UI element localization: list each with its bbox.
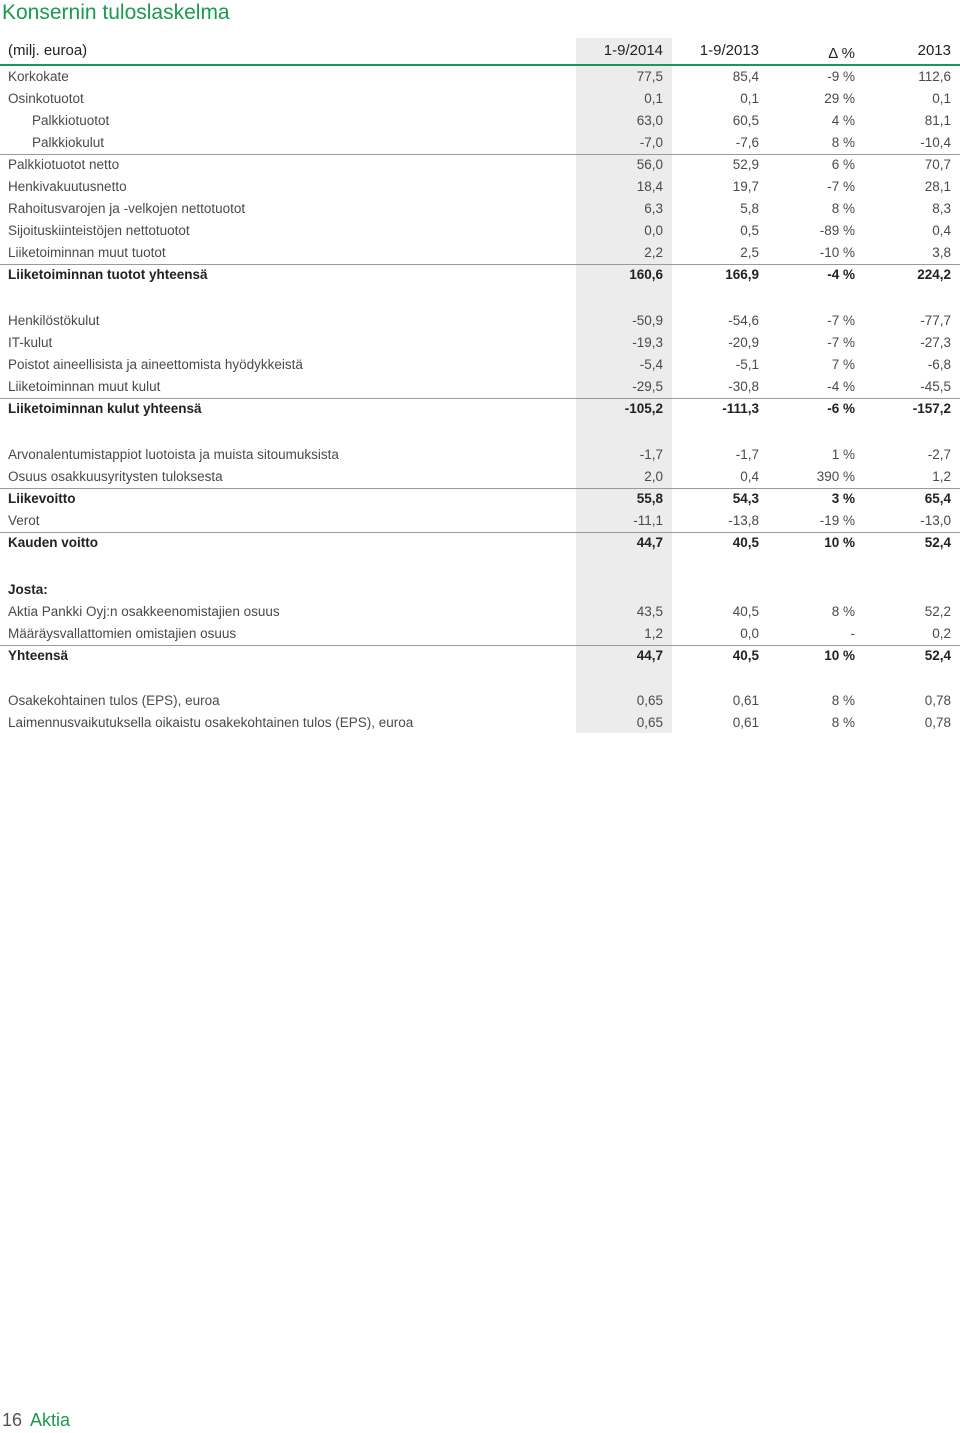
brand-name: Aktia [30,1410,71,1430]
cell-change: 8 % [831,693,855,708]
row-label: Kauden voitto [8,535,98,550]
cell-2013: -27,3 [920,335,951,350]
row-label: Osakekohtainen tulos (EPS), euroa [8,693,220,708]
cell-2014-q3: -19,3 [632,335,663,350]
row-label: Sijoituskiinteistöjen nettotuotot [8,223,190,238]
cell-change: -10 % [819,245,855,260]
cell-2014-q3: -50,9 [632,313,663,328]
row-label: Liiketoiminnan muut tuotot [8,245,166,260]
cell-2013-q3: -1,7 [735,447,759,462]
cell-2014-q3: -105,2 [624,401,663,416]
cell-2014-q3: 44,7 [636,648,663,663]
cell-2014-q3: -11,1 [633,513,663,528]
cell-2013: -157,2 [912,401,951,416]
cell-2014-q3: -5,4 [639,357,663,372]
row-label: Henkilöstökulut [8,313,100,328]
row-label: Osinkotuotot [8,91,84,106]
page-footer [2,1407,70,1433]
cell-2013-q3: 0,4 [740,469,759,484]
table-row-total [0,264,960,286]
section-heading [0,579,960,601]
row-label: Korkokate [8,69,69,84]
cell-2014-q3: 77,5 [636,69,663,84]
cell-2013: 52,4 [924,535,951,550]
cell-2014-q3: 55,8 [636,491,663,506]
cell-2013-q3: -30,8 [728,379,759,394]
row-label: Arvonalentumistappiot luotoista ja muista sitoumuksista [8,447,339,462]
cell-2013: 0,4 [932,223,951,238]
cell-change: 7 % [831,357,855,372]
cell-2013: 0,1 [932,91,951,106]
table-row [0,510,960,532]
cell-change: -4 % [827,379,855,394]
cell-change: 390 % [816,469,855,484]
cell-2013-q3: 0,5 [740,223,759,238]
row-label: Verot [8,513,40,528]
table-row [0,444,960,466]
cell-2013: 65,4 [924,491,951,506]
cell-2013-q3: -5,1 [735,357,759,372]
cell-2014-q3: 1,2 [644,626,663,641]
row-label: Yhteensä [8,648,69,663]
cell-change: 4 % [831,113,855,128]
cell-2013: -10,4 [920,135,951,150]
cell-2013: 52,4 [924,648,951,663]
row-label: Liiketoiminnan tuotot yhteensä [8,267,208,282]
table-row [0,88,960,110]
table-row [0,310,960,332]
cell-2013-q3: -54,6 [728,313,759,328]
cell-2013: 112,6 [918,69,951,84]
cell-2013-q3: -111,3 [722,401,759,416]
cell-2013-q3: -7,6 [735,135,759,150]
cell-2013: 52,2 [924,604,951,619]
table-row-total [0,488,960,510]
cell-2013: -6,8 [927,357,951,372]
row-label: Palkkiokulut [32,135,105,150]
header-col-change: Δ % [828,45,855,62]
cell-2013-q3: -13,8 [728,513,759,528]
cell-2013: -77,7 [920,313,951,328]
cell-2014-q3: -29,5 [632,379,663,394]
cell-2014-q3: -1,7 [639,447,663,462]
table-row-total [0,398,960,420]
cell-change: -4 % [827,267,855,282]
cell-2013: 0,2 [932,626,951,641]
table-row [0,332,960,354]
cell-2013-q3: 2,5 [740,245,759,260]
cell-2013: 3,8 [932,245,951,260]
table-row [0,242,960,264]
cell-change: 29 % [824,91,855,106]
row-label: Liiketoiminnan kulut yhteensä [8,401,202,416]
table-row [0,220,960,242]
cell-change: - [850,626,855,641]
cell-2013-q3: 40,5 [732,535,759,550]
cell-2013: 1,2 [932,469,951,484]
row-label: Josta: [8,582,48,597]
cell-2013: 0,78 [924,693,951,708]
cell-2013: 8,3 [932,201,951,216]
cell-change: -7 % [827,179,855,194]
cell-2013: -2,7 [927,447,951,462]
cell-2014-q3: 2,0 [644,469,663,484]
header-unit-label: (milj. euroa) [8,42,88,59]
row-label: Osuus osakkuusyritysten tuloksesta [8,469,223,484]
cell-change: -19 % [819,513,855,528]
table-row [0,466,960,488]
table-row [0,601,960,623]
cell-change: 10 % [824,535,855,550]
header-col-2014-q3: 1-9/2014 [603,42,663,59]
cell-2013-q3: 60,5 [732,113,759,128]
row-label: Aktia Pankki Oyj:n osakkeenomistajien osuus [8,604,280,619]
cell-2013: 224,2 [917,267,951,282]
table-row [0,690,960,712]
cell-2013-q3: 54,3 [732,491,759,506]
table-row [0,712,960,734]
cell-2013-q3: 166,9 [725,267,759,282]
cell-change: 10 % [824,648,855,663]
cell-2013-q3: 19,7 [732,179,759,194]
cell-2013: -13,0 [920,513,951,528]
cell-change: 8 % [831,604,855,619]
cell-2013-q3: 40,5 [732,604,759,619]
page-title: Konsernin tuloslaskelma [2,1,230,24]
table-row-total [0,645,960,667]
row-label: IT-kulut [8,335,53,350]
cell-2013-q3: -20,9 [728,335,759,350]
row-label: Määräysvallattomien omistajien osuus [8,626,237,641]
cell-2014-q3: 2,2 [644,245,663,260]
cell-2014-q3: 160,6 [629,267,663,282]
cell-change: 8 % [831,201,855,216]
table-row [0,110,960,132]
table-row [0,198,960,220]
cell-2013-q3: 0,1 [740,91,759,106]
table-row [0,176,960,198]
cell-2014-q3: 0,1 [644,91,663,106]
cell-change: 8 % [831,715,855,730]
row-label: Henkivakuutusnetto [8,179,127,194]
page-number: 16 [2,1410,23,1430]
table-row-total [0,532,960,554]
cell-2013: -45,5 [920,379,951,394]
cell-change: 8 % [831,135,855,150]
cell-change: -89 % [819,223,855,238]
row-label: Liiketoiminnan muut kulut [8,379,161,394]
row-label: Rahoitusvarojen ja -velkojen nettotuotot [8,201,246,216]
cell-2013-q3: 0,0 [740,626,759,641]
cell-change: 3 % [831,491,855,506]
cell-2013-q3: 0,61 [732,693,759,708]
table-row [0,154,960,176]
table-row [0,66,960,88]
cell-2014-q3: 0,65 [636,693,663,708]
cell-2014-q3: 6,3 [644,201,663,216]
cell-change: 1 % [831,447,855,462]
cell-2014-q3: 63,0 [636,113,663,128]
cell-change: -7 % [827,313,855,328]
cell-2013-q3: 0,61 [732,715,759,730]
header-col-2013-q3: 1-9/2013 [699,42,759,59]
table-row [0,354,960,376]
cell-2013-q3: 85,4 [732,69,759,84]
cell-change: -7 % [827,335,855,350]
cell-2014-q3: 0,65 [636,715,663,730]
cell-2014-q3: 18,4 [636,179,663,194]
cell-2014-q3: 43,5 [636,604,663,619]
cell-change: -6 % [827,401,855,416]
cell-2013-q3: 5,8 [740,201,759,216]
row-label: Laimennusvaikutuksella oikaistu osakekohtainen tulos (EPS), euroa [8,715,414,730]
cell-2013: 81,1 [924,113,951,128]
cell-2014-q3: -7,0 [639,135,663,150]
header-col-2013: 2013 [917,42,951,59]
row-label: Poistot aineellisista ja aineettomista hyödykkeistä [8,357,303,372]
table-row [0,132,960,154]
row-label: Palkkiotuotot [32,113,110,128]
cell-2013: 0,78 [924,715,951,730]
cell-2013-q3: 52,9 [732,157,759,172]
cell-2014-q3: 56,0 [636,157,663,172]
cell-change: -9 % [827,69,855,84]
cell-2013: 70,7 [924,157,951,172]
cell-2014-q3: 44,7 [636,535,663,550]
table-row [0,376,960,398]
table-header [0,40,960,62]
cell-2013: 28,1 [924,179,951,194]
cell-2014-q3: 0,0 [644,223,663,238]
row-label: Palkkiotuotot netto [8,157,120,172]
table-row [0,623,960,645]
cell-change: 6 % [831,157,855,172]
row-label: Liikevoitto [8,491,76,506]
cell-2013-q3: 40,5 [732,648,759,663]
